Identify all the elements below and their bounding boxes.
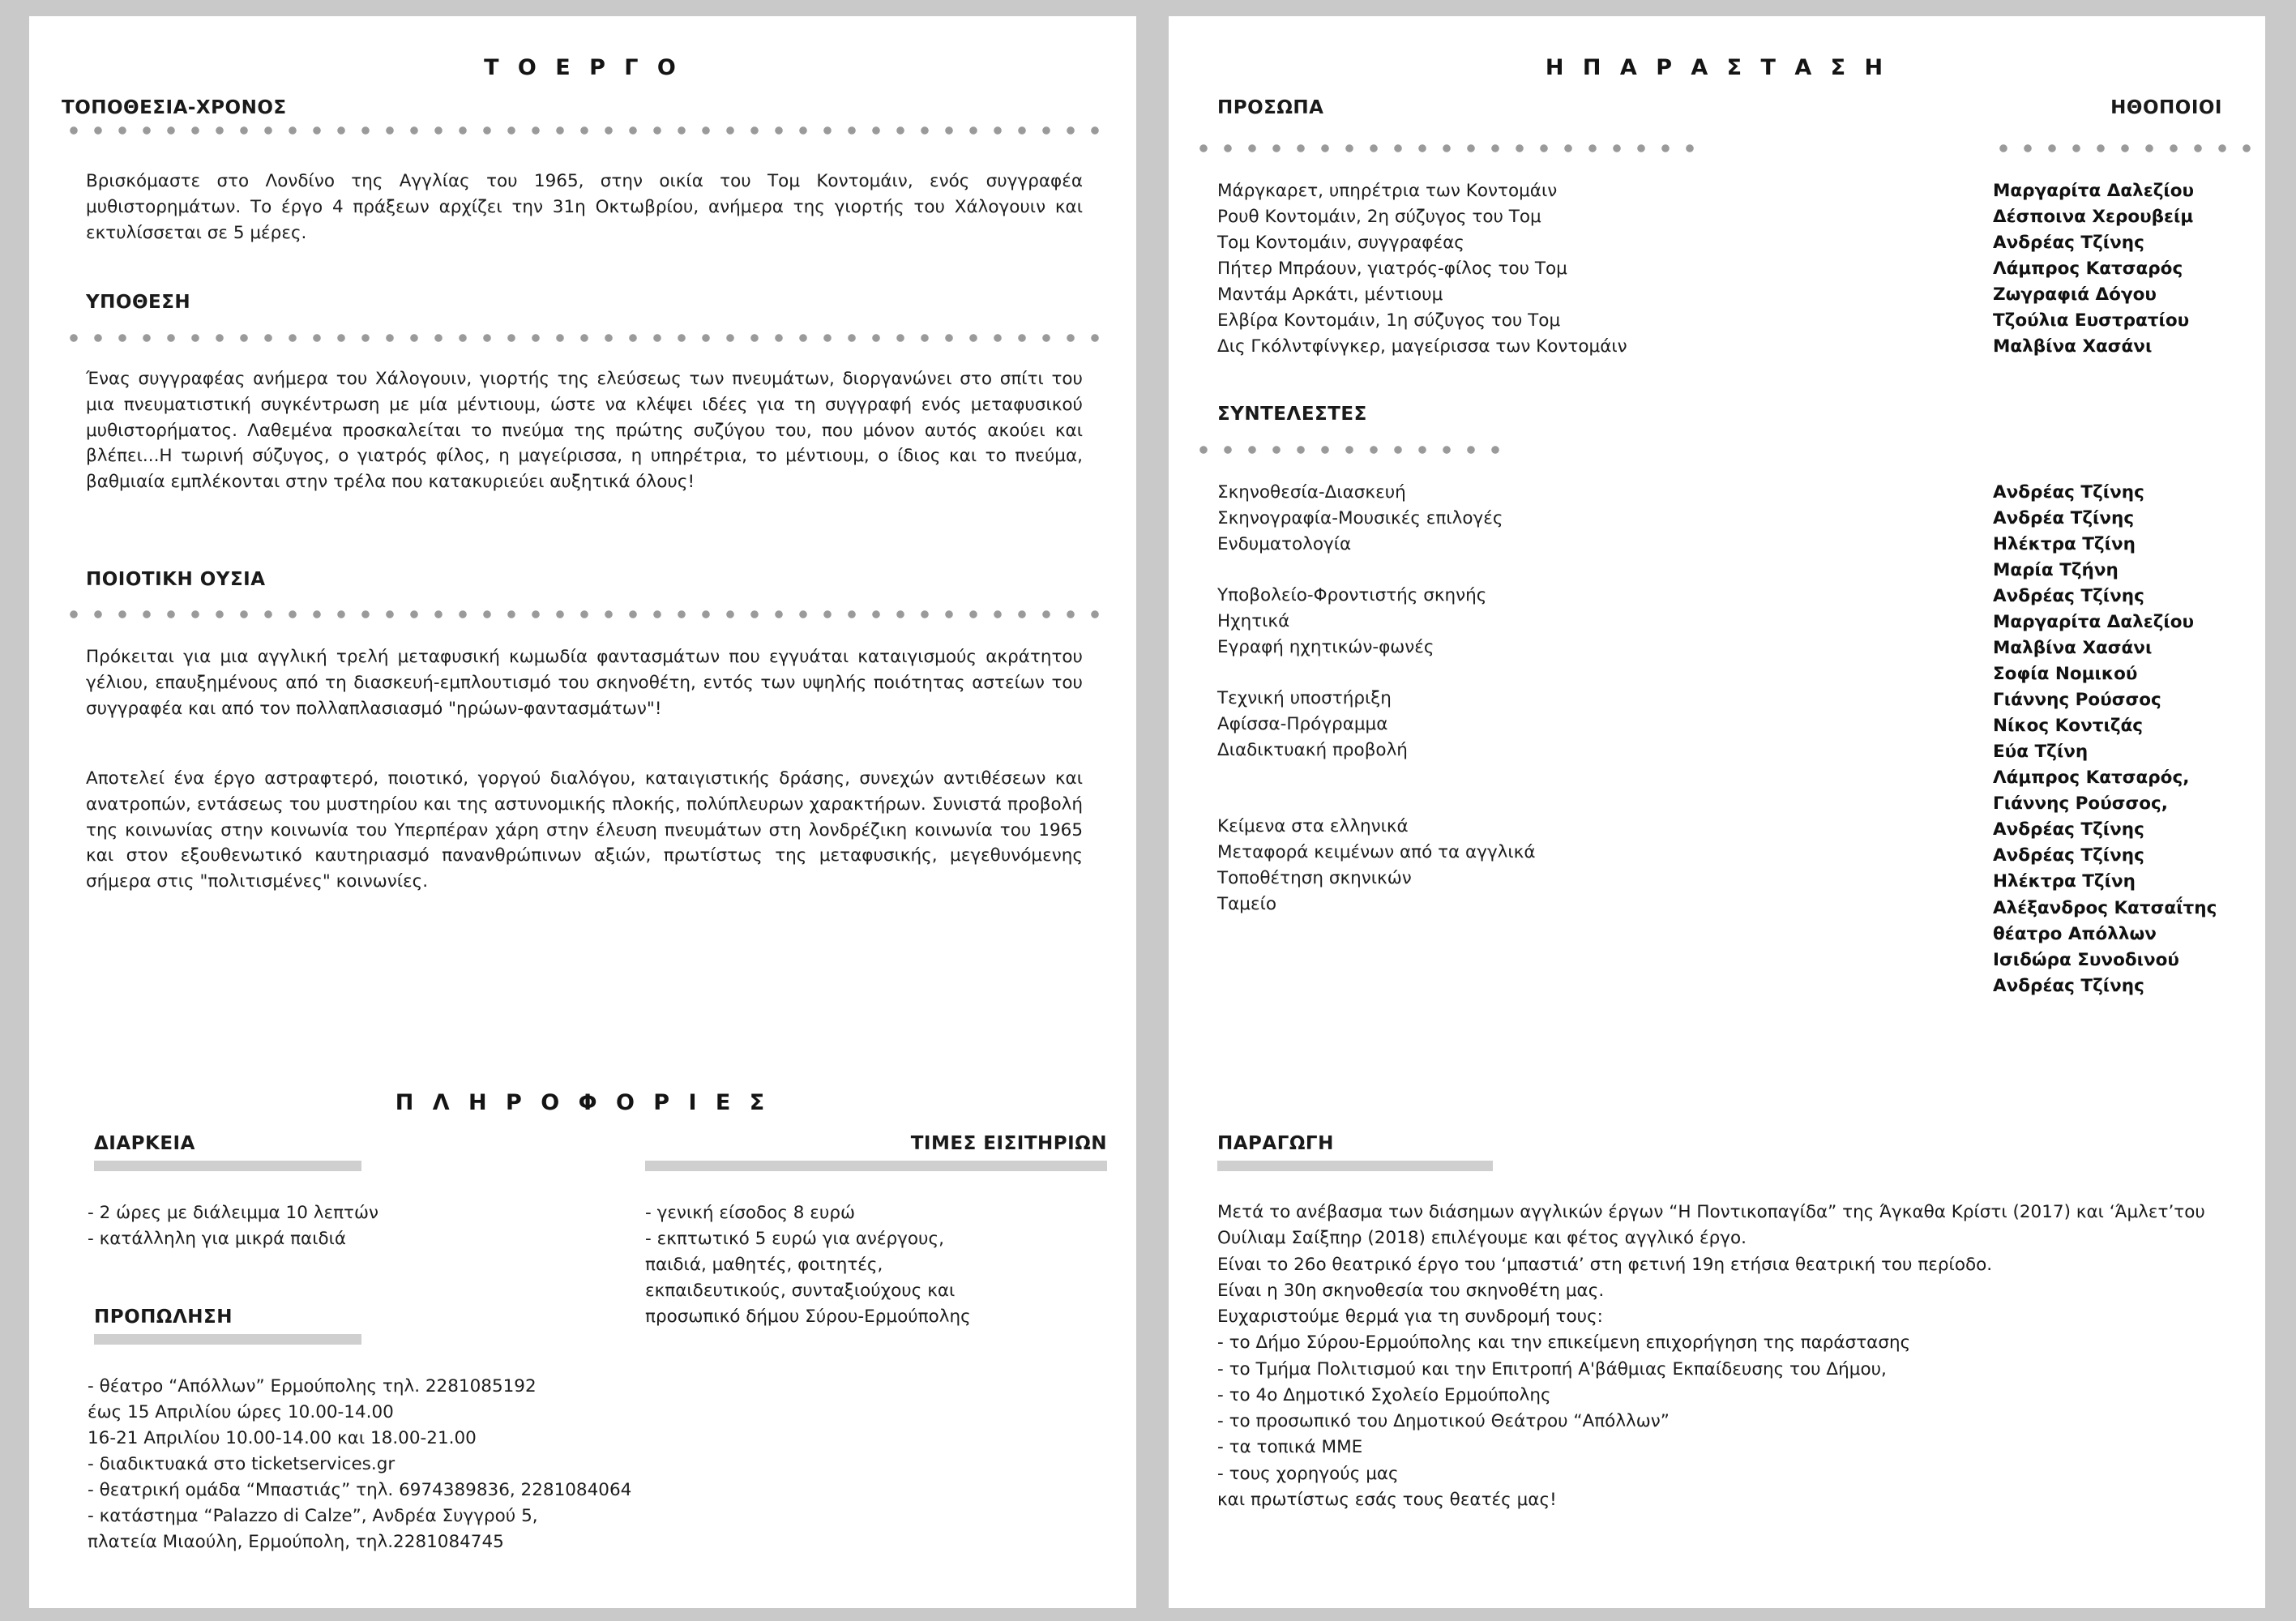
production-block bbox=[1217, 1133, 1493, 1171]
list-item: Νίκος Κοντιζάς bbox=[1993, 716, 2144, 737]
production-text bbox=[1217, 1200, 2238, 1513]
duration-block bbox=[94, 1133, 361, 1171]
actors-heading: ΗΘΟΠΟΙΟΙ bbox=[2110, 97, 2222, 118]
list-item: Μάργκαρετ, υπηρέτρια των Κοντομάιν bbox=[1217, 181, 1558, 201]
production-heading: ΠΑΡΑΓΩΓΗ bbox=[1217, 1133, 1334, 1154]
dot-divider bbox=[1191, 143, 1694, 153]
list-item: Ανδρέας Τζίνης bbox=[1993, 975, 2144, 996]
left-page bbox=[29, 16, 1136, 1608]
performance-title: Η Π Α Ρ Α Σ Τ Α Σ Η bbox=[1545, 55, 1889, 80]
list-item: Τοποθέτηση σκηνικών bbox=[1217, 868, 1412, 889]
paragraph: Είναι το 26ο θεατρικό έργο του ‘μπαστιά’ στη φετινή 19η ετήσια θεατρική του περίοδο. bbox=[1217, 1254, 1993, 1275]
list-item: Ηλέκτρα Τζίνη bbox=[1993, 871, 2136, 892]
list-item: Μεταφορά κειμένων από τα αγγλικά bbox=[1217, 842, 1536, 863]
list-item: Σκηνογραφία-Μουσικές επιλογές bbox=[1217, 508, 1503, 529]
list-item: Λάμπρος Κατσαρός bbox=[1993, 259, 2183, 280]
list-item: Μαργαρίτα Δαλεζίου bbox=[1993, 181, 2195, 201]
list-item: Δις Γκόλντφίνγκερ, μαγείρισσα των Κοντομάιν bbox=[1217, 336, 1627, 357]
list-item: Ζωγραφιά Δόγου bbox=[1993, 284, 2157, 306]
list-item: Γιάννης Ρούσσος bbox=[1993, 690, 2161, 711]
list-item: Ανδρέας Τζίνης bbox=[1993, 586, 2144, 607]
presale-lines bbox=[88, 1374, 979, 1555]
list-item: Μαλβίνα Χασάνι bbox=[1993, 336, 2153, 357]
list-item: Τομ Κοντομάιν, συγγραφέας bbox=[1217, 233, 1464, 254]
location-time-paragraph: Βρισκόμαστε στο Λονδίνο της Αγγλίας του 1965, στην οικία του Τομ Κοντομάιν, ενός συγγραφέα μυθιστορημάτων. Το έργο 4 πράξεων αρχίζει την 31η Οκτωβρίου, ανήμερα της γιορτής του Χάλογουιν και εκτυλίσσεται σε 5 μέρες. bbox=[86, 171, 1083, 243]
characters-list bbox=[1217, 178, 1785, 360]
bar-divider bbox=[645, 1161, 1107, 1171]
list-item: Λάμπρος Κατσαρός, bbox=[1993, 768, 2190, 789]
quality-paragraph-2: Αποτελεί ένα έργο αστραφτερό, ποιοτικό, γοργού διαλόγου, καταιγιστικής δράσης, συνεχών αντιθέσεων και ανατροπών, εντάσεως του μυστηρίου και της αστυνομικής πλοκής, πολύπλευρων χαρακτήρων. Συνιστά προβολή της κοινωνίας στην κοινωνία του Υπερπέραν χάρη στην έλευση πνευμάτων στη λονδρέζικη κοινωνία του 1965 και στον εξουθενωτικό καυτηριασμό πανανθρώπινων αξιών, πρωτίστως της μεταφυσικής, μεγεθυνόμενης σήμερα στις "πολιτισμένες" κοινωνίες. bbox=[86, 768, 1083, 892]
plot-paragraph: Ένας συγγραφέας ανήμερα του Χάλογουιν, γιορτής της ελεύσεως των πνευμάτων, διοργανώνει στο σπίτι του μια πνευματιστική συγκέντρωση με μία μέντιουμ, ώστε να κλέψει ιδέες για τη συγγραφή ενός μεταφυσικού μυθιστορήματος. Λαθεμένα προσκαλείται το πνεύμα της πρώτης συζύγου του, που μόνον αυτός ακούει και βλέπει...Η τωρινή σύζυγος, ο γιατρός φίλος, η μαγείρισσα, η υπηρέτρια, το μέντιουμ, ο ίδιος και το πνεύμα, βαθμιαία εμπλέκονται στην τρέλα που κατακυριεύει αυξητικά όλους! bbox=[86, 369, 1083, 493]
list-item: - εκπτωτικό 5 ευρώ για ανέργους, bbox=[645, 1229, 944, 1250]
characters-heading: ΠΡΟΣΩΠΑ bbox=[1217, 97, 1324, 118]
list-item: Γιάννης Ρούσσος, bbox=[1993, 793, 2168, 815]
list-item: Ανδρέας Τζίνης bbox=[1993, 482, 2144, 503]
paragraph: - το 4ο Δημοτικό Σχολείο Ερμούπολης bbox=[1217, 1384, 1551, 1405]
list-item: Μαντάμ Αρκάτι, μέντιουμ bbox=[1217, 284, 1443, 306]
list-item: Ηχητικά bbox=[1217, 611, 1290, 632]
section-heading: ΤΟΠΟΘΕΣΙΑ-ΧΡΟΝΟΣ bbox=[62, 97, 287, 118]
crew-names-list bbox=[1993, 480, 2285, 999]
list-item: - κατάστημα “Palazzo di Calze”, Ανδρέα Συγγρού 5, bbox=[88, 1506, 538, 1527]
duration-lines bbox=[88, 1200, 574, 1252]
paragraph: - τους χορηγούς μας bbox=[1217, 1463, 1399, 1484]
duration-heading: ΔΙΑΡΚΕΙΑ bbox=[94, 1133, 195, 1154]
info-title: Π Λ Η Ρ Ο Φ Ο Ρ Ι Ε Σ bbox=[395, 1090, 771, 1115]
paragraph: - τα τοπικά ΜΜΕ bbox=[1217, 1437, 1363, 1458]
paragraph: Ευχαριστούμε θερμά για τη συνδρομή τους: bbox=[1217, 1307, 1603, 1327]
list-item: παιδιά, μαθητές, φοιτητές, bbox=[645, 1255, 883, 1276]
list-item: Διαδικτυακή προβολή bbox=[1217, 740, 1408, 761]
dot-divider bbox=[1191, 445, 1499, 455]
list-item: Ενδυματολογία bbox=[1217, 534, 1352, 555]
list-item: Τζούλια Ευστρατίου bbox=[1993, 310, 2190, 331]
list-item: Αλέξανδρος Κατσαΐτης bbox=[1993, 897, 2217, 918]
page-gutter bbox=[1136, 0, 1169, 1621]
list-item: Τεχνική υποστήριξη bbox=[1217, 688, 1392, 709]
paragraph: και πρωτίστως εσάς τους θεατές μας! bbox=[1217, 1489, 1557, 1510]
list-item: έως 15 Απριλίου ώρες 10.00-14.00 bbox=[88, 1402, 394, 1423]
list-item: 16-21 Απριλίου 10.00-14.00 και 18.00-21.00 bbox=[88, 1428, 477, 1449]
paragraph: - το Δήμο Σύρου-Ερμούπολης και την επικείμενη επιχορήγηση της παράστασης bbox=[1217, 1332, 1911, 1354]
list-item: Ρουθ Κοντομάιν, 2η σύζυγος του Τομ bbox=[1217, 207, 1541, 228]
paragraph: - το Τμήμα Πολιτισμού και την Επιτροπή Α'βάθμιας Εκπαίδευσης του Δήμου, bbox=[1217, 1358, 1887, 1379]
list-item: Σοφία Νομικού bbox=[1993, 664, 2138, 685]
crew-heading: ΣΥΝΤΕΛΕΣΤΕΣ bbox=[1217, 404, 1367, 425]
list-item: Εγραφή ηχητικών-φωνές bbox=[1217, 637, 1434, 658]
list-item: Ανδρέας Τζίνης bbox=[1993, 233, 2144, 254]
dot-divider bbox=[62, 333, 1107, 343]
list-item: Μαρία Τζήνη bbox=[1993, 560, 2119, 581]
list-item: Μαλβίνα Χασάνι bbox=[1993, 638, 2153, 659]
section-quality bbox=[86, 569, 1107, 590]
list-item: Πήτερ Μπράουν, γιατρός-φίλος του Τομ bbox=[1217, 259, 1567, 280]
list-item: Ανδρέα Τζίνης bbox=[1993, 508, 2135, 529]
list-item: Ταμείο bbox=[1217, 894, 1277, 915]
section-plot bbox=[86, 292, 1107, 313]
crew-roles-list bbox=[1217, 480, 1785, 917]
list-item: Κείμενα στα ελληνικά bbox=[1217, 816, 1409, 837]
quality-paragraph-1: Πρόκειται για μια αγγλική τρελή μεταφυσική κωμωδία φαντασμάτων που εγγυάται καταιγισμούς ακράτητου γέλιου, επαυξημένους από τη διασκευή-εμπλουτισμό του σκηνοθέτη, εντός των υψηλής ποιότητας αστείων του συγγραφέα και από τον πολλαπλασιασμό "ηρώων-φαντασμάτων"! bbox=[86, 647, 1083, 719]
list-item: Σκηνοθεσία-Διασκευή bbox=[1217, 482, 1406, 503]
list-spacer bbox=[1217, 789, 1785, 814]
dot-divider bbox=[62, 609, 1107, 619]
list-item: - 2 ώρες με διάλειμμα 10 λεπτών bbox=[88, 1203, 378, 1223]
list-item: προσωπικό δήμου Σύρου-Ερμούπολης bbox=[645, 1307, 971, 1328]
list-item: εκπαιδευτικούς, συνταξιούχους και bbox=[645, 1281, 956, 1302]
right-page bbox=[1169, 16, 2265, 1608]
tickets-lines bbox=[645, 1200, 1131, 1330]
paragraph: - το προσωπικό του Δημοτικού Θεάτρου “Απόλλων” bbox=[1217, 1411, 1670, 1431]
list-item: Ελβίρα Κοντομάιν, 1η σύζυγος του Τομ bbox=[1217, 310, 1561, 331]
list-item: Αφίσσα-Πρόγραμμα bbox=[1217, 714, 1388, 735]
tickets-block bbox=[645, 1133, 1107, 1171]
paragraph: Είναι η 30η σκηνοθεσία του σκηνοθέτη μας. bbox=[1217, 1280, 1605, 1301]
list-item: πλατεία Μιαούλη, Ερμούπολη, τηλ.2281084745 bbox=[88, 1532, 504, 1553]
list-item: - θεατρική ομάδα “Μπαστιάς” τηλ. 6974389836, 2281084064 bbox=[88, 1480, 632, 1501]
work-title: Τ Ο Ε Ρ Γ Ο bbox=[484, 55, 682, 80]
presale-heading: ΠΡΟΠΩΛΗΣΗ bbox=[94, 1307, 233, 1328]
section-heading: ΥΠΟΘΕΣΗ bbox=[86, 292, 191, 313]
tickets-heading: ΤΙΜΕΣ ΕΙΣΙΤΗΡΙΩΝ bbox=[910, 1133, 1107, 1154]
list-item: Ηλέκτρα Τζίνη bbox=[1993, 534, 2136, 555]
list-item: Ανδρέας Τζίνης bbox=[1993, 819, 2144, 840]
list-spacer bbox=[1217, 763, 1785, 789]
section-location-time bbox=[62, 97, 1107, 135]
page-frame-left bbox=[0, 0, 29, 1621]
paragraph: Μετά το ανέβασμα των διάσημων αγγλικών έργων “Η Ποντικοπαγίδα” της Άγκαθα Κρίστι (2017) και ‘Άμλετ’του Ουίλιαμ Σαίξπηρ (2018) επιλέγουμε και φέτος αγγλικό έργο. bbox=[1217, 1202, 2205, 1249]
list-item: Δέσποινα Χερουβείμ bbox=[1993, 207, 2194, 228]
actors-list bbox=[1993, 178, 2268, 360]
list-item: - κατάλληλη για μικρά παιδιά bbox=[88, 1229, 347, 1250]
list-spacer bbox=[1217, 661, 1785, 686]
list-item: θέατρο Απόλλων bbox=[1993, 923, 2157, 944]
list-item: Ισιδώρα Συνοδινού bbox=[1993, 949, 2179, 970]
bar-divider bbox=[94, 1334, 361, 1345]
list-item: Μαργαρίτα Δαλεζίου bbox=[1993, 612, 2195, 633]
bar-divider bbox=[1217, 1161, 1493, 1171]
bar-divider bbox=[94, 1161, 361, 1171]
list-item: Εύα Τζίνη bbox=[1993, 742, 2089, 763]
list-item: - διαδικτυακά στο ticketservices.gr bbox=[88, 1454, 395, 1475]
list-item: - θέατρο “Απόλλων” Ερμούπολης τηλ. 2281085192 bbox=[88, 1376, 537, 1396]
dot-divider bbox=[62, 126, 1107, 135]
list-item: Υποβολείο-Φροντιστής σκηνής bbox=[1217, 585, 1487, 606]
dot-divider bbox=[1991, 143, 2251, 153]
presale-block bbox=[94, 1307, 361, 1345]
list-item: - γενική είσοδος 8 ευρώ bbox=[645, 1203, 856, 1223]
list-item: Ανδρέας Τζίνης bbox=[1993, 845, 2144, 866]
section-heading: ΠΟΙΟΤΙΚΗ ΟΥΣΙΑ bbox=[86, 569, 266, 590]
list-spacer bbox=[1217, 558, 1785, 583]
